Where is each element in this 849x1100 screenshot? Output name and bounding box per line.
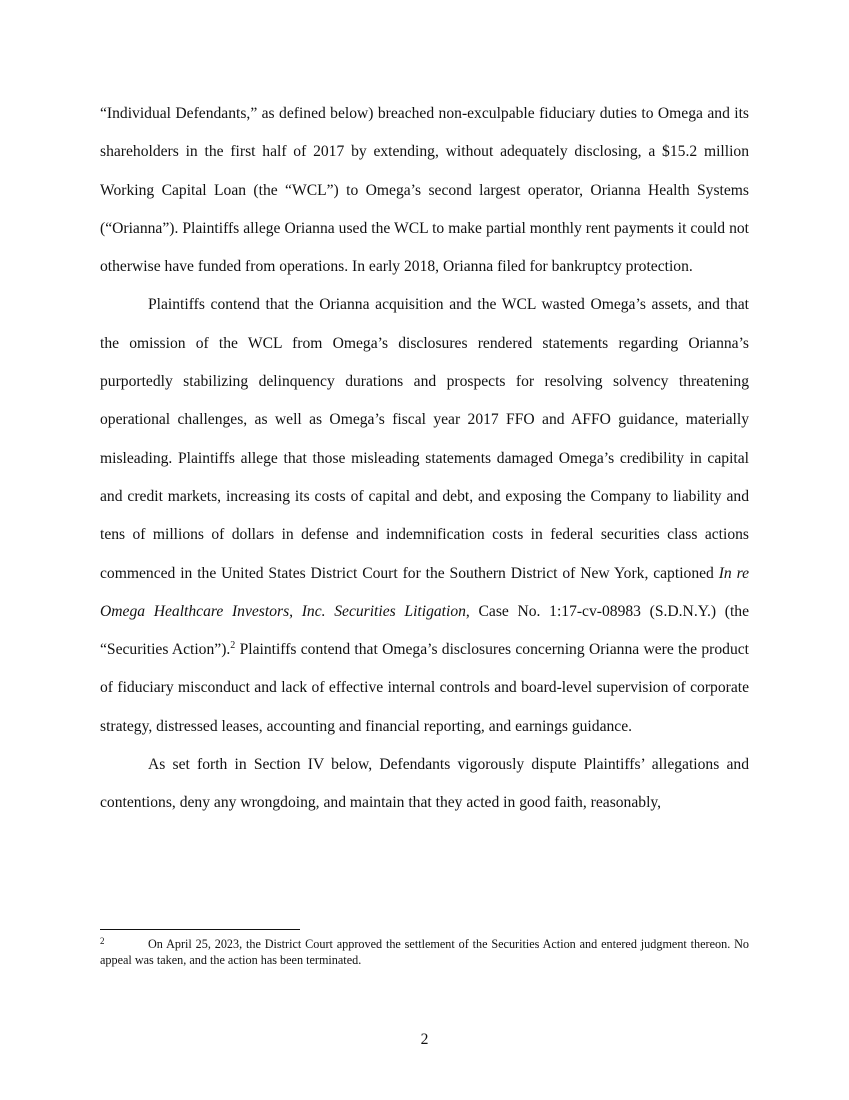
body-text <box>100 95 749 823</box>
page-number: 2 <box>420 1031 429 1048</box>
footnote <box>100 937 749 968</box>
case-name: In re Omega Healthcare Investors, Inc. Securities Litigation <box>100 564 749 620</box>
paragraph-2-text-b: , Case No. 1:17-cv-08983 (S.D.N.Y.) (the “Securities Action”). <box>100 602 749 659</box>
paragraph-2-text-c: Plaintiffs contend that Omega’s disclosures concerning Orianna were the product of fiduciary misconduct and lack of effective internal controls and board-level supervision of corporate strategy, distressed leases, accounting and financial reporting, and earnings guidance. <box>100 641 750 735</box>
footnote-text: On April 25, 2023, the District Court approved the settlement of the Securities Action and entered judgment thereon. No appeal was taken, and the action has been terminated. <box>100 937 749 967</box>
footnote-separator <box>100 929 300 930</box>
paragraph-3: As set forth in Section IV below, Defendants vigorously dispute Plaintiffs’ allegations and contentions, deny any wrongdoing, and maintain that they acted in good faith, reasonably, <box>100 756 749 812</box>
footnote-number: 2 <box>100 936 105 946</box>
paragraph-1: “Individual Defendants,” as defined below) breached non-exculpable fiduciary duties to Omega and its shareholders in the first half of 2017 by extending, without adequately disclosing, a $15.2 million Working Capital Loan (the “WCL”) to Omega’s second largest operator, Orianna Health Systems (“Orianna”). Plaintiffs allege Orianna used the WCL to make partial monthly rent payments it could not otherwise have funded from operations. In early 2018, Orianna filed for bankruptcy protection. <box>100 105 749 276</box>
footnote-reference[interactable]: 2 <box>230 640 236 652</box>
paragraph-2-text-a: Plaintiffs contend that the Orianna acquisition and the WCL wasted Omega’s assets, and that the omission of the WCL from Omega’s disclosures rendered statements regarding Orianna’s purportedly stabilizing delinquency durations and prospects for resolving solvency threatening operational challenges, as well as Omega’s fiscal year 2017 FFO and AFFO guidance, materially misleading. Plaintiffs allege that those misleading statements damaged Omega’s credibility in capital and credit markets, increasing its costs of capital and debt, and exposing the Company to liability and tens of millions of dollars in defense and indemnification costs in federal securities class actions commenced in the United States District Court for the Southern District of New York, captioned <box>100 296 749 582</box>
paragraph-2 <box>100 286 749 746</box>
